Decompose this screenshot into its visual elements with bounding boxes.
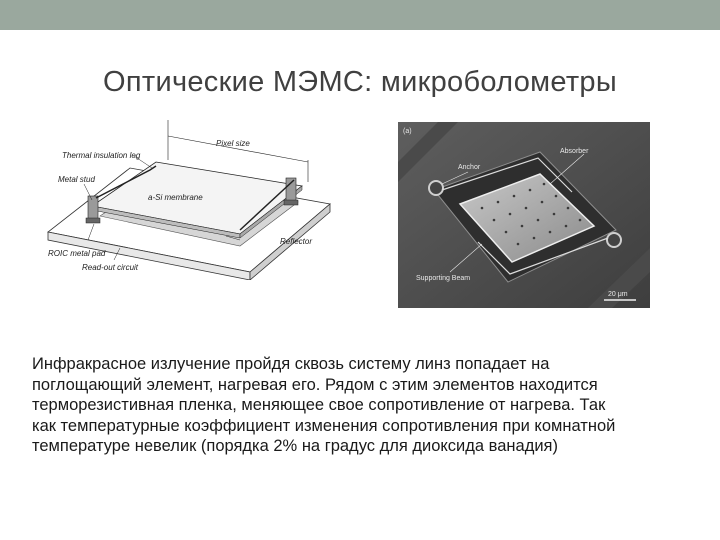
metal-stud-right	[286, 178, 296, 202]
panel-label: (a)	[403, 128, 412, 135]
body-line: как температурные коэффициент изменения сопротивления при комнатной	[32, 416, 616, 435]
top-accent-bar	[0, 0, 720, 30]
label-pixel-size: Pixel size	[216, 139, 250, 148]
label-roic-pad: ROIC metal pad	[48, 249, 106, 258]
label-scale: 20 μm	[608, 291, 628, 298]
microbolometer-diagram	[40, 120, 340, 280]
body-line: терморезистивная пленка, меняющее свое сопротивление от нагрева. Так	[32, 396, 606, 414]
label-absorber: Absorber	[560, 148, 589, 155]
body-paragraph	[32, 354, 692, 457]
label-membrane: a-Si membrane	[148, 193, 203, 202]
label-supporting-beam: Supporting Beam	[416, 275, 471, 282]
metal-stud-left	[88, 196, 98, 220]
label-metal-stud: Metal stud	[58, 175, 95, 184]
label-anchor: Anchor	[458, 164, 481, 171]
label-readout: Read-out circuit	[82, 263, 139, 272]
slide-title: Оптические МЭМС: микроболометры	[103, 66, 617, 98]
anchor-left	[429, 181, 443, 195]
label-reflector: Reflector	[280, 237, 313, 246]
body-line: поглощающий элемент, нагревая его. Рядом с этим элементов находится	[32, 375, 598, 394]
anchor-right	[607, 233, 621, 247]
sem-micrograph	[398, 122, 650, 308]
body-line: температуре невелик (порядка 2% на градус для диоксида ванадия)	[32, 437, 558, 455]
body-line: Инфракрасное излучение пройдя сквозь систему линз попадает на	[32, 355, 550, 373]
label-thermal-leg: Thermal insulation leg	[62, 151, 141, 160]
